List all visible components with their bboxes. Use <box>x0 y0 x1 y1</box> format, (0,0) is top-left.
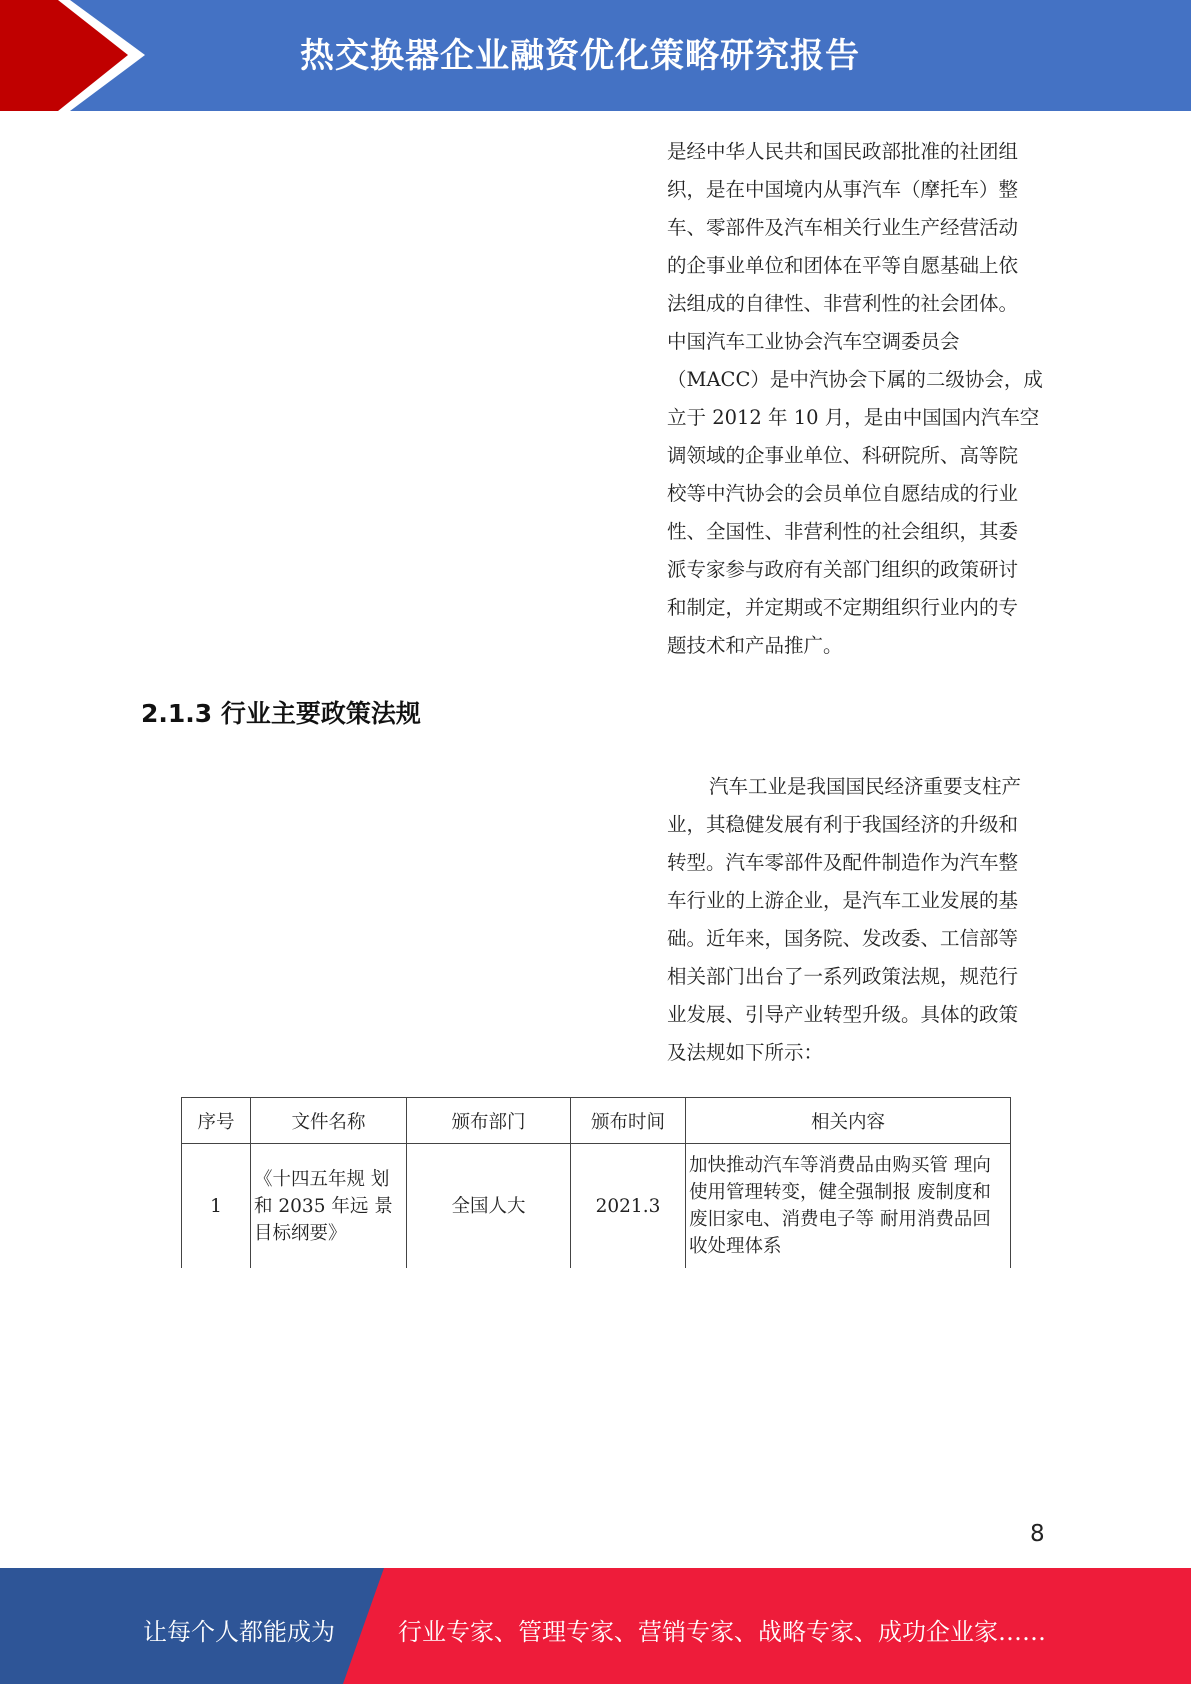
text-line: 派专家参与政府有关部门组织的政策研讨 <box>667 558 1019 581</box>
page-header <box>0 0 1191 111</box>
text-line: （MACC）是中汽协会下属的二级协会，成 <box>667 368 1043 391</box>
text-line: 法组成的自律性、非营利性的社会团体。 <box>667 292 1019 315</box>
page-footer <box>0 1568 1191 1684</box>
table-row <box>182 1144 1011 1269</box>
text-line: 的企事业单位和团体在平等自愿基础上依 <box>667 254 1019 277</box>
cell-name: 《十四五年规 划和 2035 年远 景目标纲要》 <box>251 1144 407 1269</box>
column-header-no: 序号 <box>182 1098 251 1144</box>
text-line: 性、全国性、非营利性的社会组织，其委 <box>667 520 1019 543</box>
text-line: 车行业的上游企业，是汽车工业发展的基 <box>667 889 1019 912</box>
text-line: 础。近年来，国务院、发改委、工信部等 <box>667 927 1019 950</box>
text-line: 立于 2012 年 10 月，是由中国国内汽车空 <box>667 406 1040 429</box>
text-line: 转型。汽车零部件及配件制造作为汽车整 <box>667 851 1019 874</box>
text-line: 及法规如下所示： <box>667 1041 824 1064</box>
text-line: 业，其稳健发展有利于我国经济的升级和 <box>667 813 1019 836</box>
footer-slogan-right: 行业专家、管理专家、营销专家、战略专家、成功企业家…… <box>398 1618 1046 1646</box>
text-line: 中国汽车工业协会汽车空调委员会 <box>667 330 960 353</box>
organization-paragraph <box>667 133 1047 665</box>
column-header-date: 颁布时间 <box>571 1098 686 1144</box>
text-line: 汽车工业是我国国民经济重要支柱产 <box>709 775 1022 798</box>
text-line: 相关部门出台了一系列政策法规，规范行 <box>667 965 1019 988</box>
cell-no: 1 <box>182 1144 251 1269</box>
cell-content: 加快推动汽车等消费品由购买管 理向使用管理转变，健全强制报 废制度和废旧家电、消费电子等 耐用消费品回收处理体系 <box>686 1144 1011 1269</box>
text-line: 车、零部件及汽车相关行业生产经营活动 <box>667 216 1019 239</box>
header-title: 热交换器企业融资优化策略研究报告 <box>300 36 860 76</box>
text-line: 业发展、引导产业转型升级。具体的政策 <box>667 1003 1019 1026</box>
text-line: 织，是在中国境内从事汽车（摩托车）整 <box>667 178 1019 201</box>
policy-table <box>181 1097 1011 1268</box>
cell-date: 2021.3 <box>571 1144 686 1269</box>
column-header-content: 相关内容 <box>686 1098 1011 1144</box>
section-heading: 2.1.3 行业主要政策法规 <box>141 699 421 728</box>
cell-dept: 全国人大 <box>407 1144 571 1269</box>
policy-intro-paragraph <box>667 768 1047 1072</box>
page-number: 8 <box>1030 1521 1045 1547</box>
table-header-row <box>182 1098 1011 1144</box>
footer-slogan-left: 让每个人都能成为 <box>143 1618 335 1646</box>
column-header-dept: 颁布部门 <box>407 1098 571 1144</box>
text-line: 校等中汽协会的会员单位自愿结成的行业 <box>667 482 1019 505</box>
text-line: 是经中华人民共和国民政部批准的社团组 <box>667 140 1019 163</box>
text-line: 和制定，并定期或不定期组织行业内的专 <box>667 596 1019 619</box>
text-line: 调领域的企事业单位、科研院所、高等院 <box>667 444 1019 467</box>
text-line: 题技术和产品推广。 <box>667 634 843 657</box>
column-header-name: 文件名称 <box>251 1098 407 1144</box>
